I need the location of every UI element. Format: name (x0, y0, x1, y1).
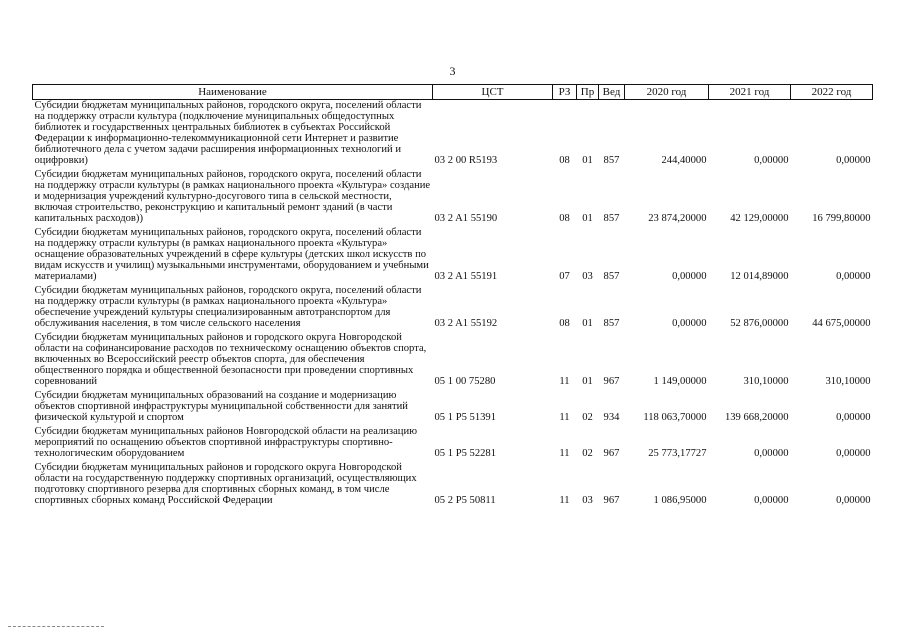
row-ved: 857 (603, 155, 620, 166)
row-pr: 01 (582, 213, 593, 224)
row-2021: 0,00000 (754, 155, 789, 166)
row-cst: 03 2 A1 55191 (434, 271, 498, 282)
row-2021: 139 668,20000 (724, 412, 789, 423)
table-row (33, 285, 873, 332)
row-rz: 08 (559, 213, 570, 224)
row-ved: 857 (603, 318, 620, 329)
row-rz: 11 (559, 495, 570, 506)
row-ved: 934 (603, 412, 620, 423)
row-2020: 25 773,17727 (648, 448, 707, 459)
row-pr: 02 (582, 448, 593, 459)
header-2021: 2021 год (709, 85, 791, 100)
row-pr: 01 (582, 155, 593, 166)
row-name: Субсидии бюджетам муниципальных районов, городского округа, поселений области на поддержку отрасли культура (подключение муниципальных общедоступных библиотек и государственных центральных библиотек в субъектах Российской Федерации к информационно-телекоммуникационной сети Интернет и развитие библиотечного дела с учетом задачи расширения информационных технологий и оцифровки) (34, 100, 422, 166)
row-name: Субсидии бюджетам муниципальных районов, городского округа, поселений области на поддержку отрасли культуры (в рамках национального проекта «Культура» оснащение образовательных учреждений в сфере культуры (детских школ искусств по видам искусств и училищ) музыкальными инструментами, оборудованием и учебными материалами) (34, 227, 429, 282)
row-cst: 05 1 P5 52281 (434, 448, 497, 459)
row-2022: 0,00000 (836, 155, 871, 166)
row-2022: 0,00000 (836, 495, 871, 506)
row-rz: 11 (559, 376, 570, 387)
row-pr: 01 (582, 318, 593, 329)
row-2022: 0,00000 (836, 412, 871, 423)
footer-divider (8, 626, 104, 628)
row-2021: 0,00000 (754, 448, 789, 459)
row-name: Субсидии бюджетам муниципальных районов, городского округа, поселений области на поддержку отрасли культуры (в рамках национального проекта «Культура» создание и модернизация учреждений культурно-досугового типа в сельской местности, включая строительство, реконструкцию и капитальный ремонт зданий (в части капитальных расходов)) (34, 169, 431, 224)
row-cst: 05 1 00 75280 (434, 376, 496, 387)
row-pr: 01 (582, 376, 593, 387)
row-name: Субсидии бюджетам муниципальных районов и городского округа Новгородской области на софинансирование расходов по техническому оснащению объектов спорта, включенных во Всероссийский реестр объектов спорта, для обеспечения общественного порядка и общественной безопасности при проведении спортивных соревнований (34, 332, 427, 387)
row-name: Субсидии бюджетам муниципальных образований на создание и модернизацию объектов спортивной инфраструктуры муниципальной собственности для занятий физической культурой и спортом (34, 390, 408, 423)
table-row (33, 462, 873, 509)
row-2021: 310,10000 (743, 376, 789, 387)
row-cst: 03 2 00 R5193 (434, 155, 498, 166)
row-pr: 02 (582, 412, 593, 423)
row-rz: 08 (559, 318, 570, 329)
header-2022: 2022 год (791, 85, 873, 100)
row-rz: 07 (559, 271, 570, 282)
row-rz: 11 (559, 412, 570, 423)
row-ved: 857 (603, 213, 620, 224)
row-cst: 05 1 P5 51391 (434, 412, 497, 423)
table-row (33, 227, 873, 285)
row-2020: 1 149,00000 (653, 376, 707, 387)
table-header-row (33, 85, 873, 100)
row-name: Субсидии бюджетам муниципальных районов, городского округа, поселений области на поддержку отрасли культуры (в рамках национального проекта «Культура» обеспечение учреждений культуры специализированным автотранспортом для обслуживания населения, в том числе сельского населения (34, 285, 422, 329)
row-2022: 16 799,80000 (812, 213, 871, 224)
row-rz: 08 (559, 155, 570, 166)
row-cst: 03 2 A1 55192 (434, 318, 498, 329)
row-ved: 967 (603, 495, 620, 506)
budget-table (32, 84, 873, 509)
row-ved: 857 (603, 271, 620, 282)
row-2020: 118 063,70000 (643, 412, 707, 423)
table-row (33, 390, 873, 426)
row-pr: 03 (582, 271, 593, 282)
table-row (33, 100, 873, 170)
row-2020: 23 874,20000 (648, 213, 707, 224)
row-2020: 0,00000 (672, 318, 707, 329)
header-2020: 2020 год (625, 85, 709, 100)
table-row (33, 332, 873, 390)
row-2022: 310,10000 (825, 376, 871, 387)
table-row (33, 169, 873, 227)
header-name: Наименование (33, 85, 433, 100)
row-2020: 1 086,95000 (653, 495, 707, 506)
row-2020: 0,00000 (672, 271, 707, 282)
row-rz: 11 (559, 448, 570, 459)
row-2021: 52 876,00000 (730, 318, 789, 329)
row-ved: 967 (603, 448, 620, 459)
header-cst: ЦСТ (433, 85, 553, 100)
header-ved: Вед (599, 85, 625, 100)
row-name: Субсидии бюджетам муниципальных районов Новгородской области на реализацию мероприятий по оснащению объектов спортивной инфраструктуры спортивно-технологическим оборудованием (34, 426, 418, 459)
row-cst: 03 2 A1 55190 (434, 213, 498, 224)
row-2021: 42 129,00000 (730, 213, 789, 224)
row-name: Субсидии бюджетам муниципальных районов и городского округа Новгородской области на государственную поддержку спортивных организаций, осуществляющих подготовку спортивного резерва для спортивных сборных команд, в том числе спортивных сборных команд Российской Федерации (34, 462, 417, 506)
page-number: 3 (449, 64, 456, 78)
row-2022: 0,00000 (836, 271, 871, 282)
header-pr: Пр (577, 85, 599, 100)
row-2021: 0,00000 (754, 495, 789, 506)
row-2020: 244,40000 (661, 155, 707, 166)
row-cst: 05 2 P5 50811 (434, 495, 496, 506)
table-row (33, 426, 873, 462)
row-2021: 12 014,89000 (730, 271, 789, 282)
row-2022: 44 675,00000 (812, 318, 871, 329)
row-ved: 967 (603, 376, 620, 387)
header-rz: РЗ (553, 85, 577, 100)
row-pr: 03 (582, 495, 593, 506)
row-2022: 0,00000 (836, 448, 871, 459)
